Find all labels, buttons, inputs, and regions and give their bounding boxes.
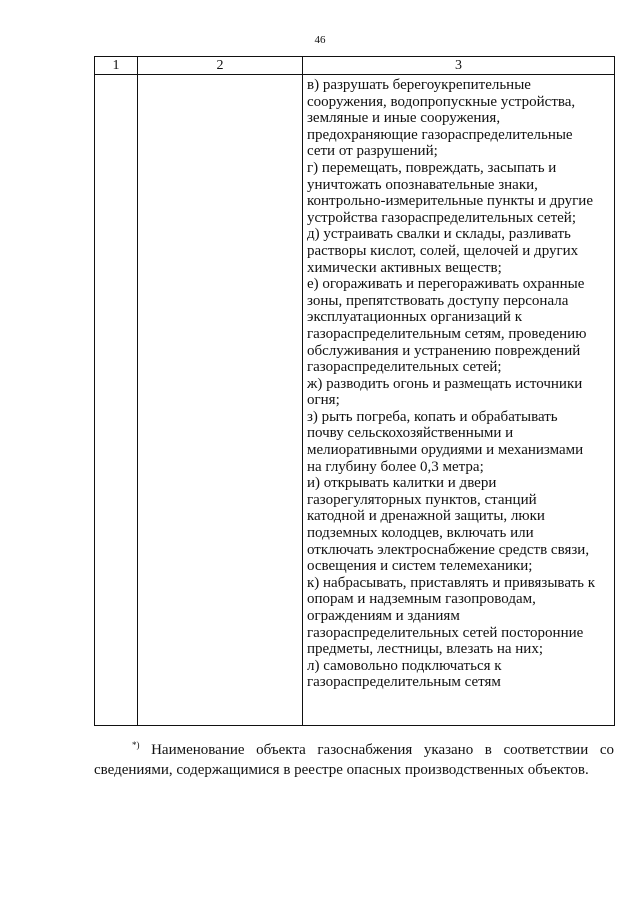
text-line: г) перемещать, повреждать, засыпать и (307, 159, 557, 176)
header-col-3: 3 (303, 57, 615, 75)
text-line: эксплуатационных организаций к (307, 309, 522, 326)
text-line: газораспределительным сетям, проведению (307, 325, 587, 342)
text-line: подземных колодцев, включать или (307, 525, 534, 542)
text-line: опорам и надземным газопроводам, (307, 591, 536, 608)
text-line: ж) разводить огонь и размещать источники (307, 375, 583, 392)
text-line: земляные и иные сооружения, (307, 110, 501, 127)
text-line: катодной и дренажной защиты, люки (307, 508, 545, 525)
text-line: освещения и систем телемеханики; (307, 558, 533, 575)
text-line: газорегуляторных пунктов, станций (307, 491, 537, 508)
text-line: з) рыть погреба, копать и обрабатывать (307, 408, 558, 425)
text-line: почву сельскохозяйственными и (307, 425, 514, 442)
text-line: растворы кислот, солей, щелочей и других (307, 242, 579, 259)
text-line: предохраняющие газораспределительные (307, 126, 573, 143)
table-row (95, 75, 615, 726)
text-line: газораспределительным сетям (307, 674, 501, 691)
text-line: газораспределительных сетей; (307, 359, 502, 376)
text-line: ограждениям и зданиям (307, 608, 460, 624)
cell-col-2 (138, 75, 303, 726)
footnote-line-1: Наименование объекта газоснабжения указано в соответствии со (151, 742, 614, 758)
cell-col-3 (303, 75, 615, 726)
text-line: на глубину более 0,3 метра; (307, 458, 484, 475)
text-line: контрольно-измерительные пункты и другие (307, 193, 593, 210)
requirements-table (94, 56, 615, 726)
header-col-1: 1 (95, 57, 138, 75)
text-line: е) огораживать и перегораживать охранные (307, 276, 585, 293)
text-line: газораспределительных сетей посторонние (307, 624, 584, 641)
table-header-row (95, 57, 615, 75)
text-line: уничтожать опознавательные знаки, (307, 176, 538, 193)
text-line: предметы, лестницы, влезать на них; (307, 641, 544, 658)
text-line: устройства газораспределительных сетей; (307, 209, 576, 226)
cell-col-1 (95, 75, 138, 726)
text-line: химически активных веществ; (307, 259, 502, 276)
page-number: 46 (314, 34, 326, 46)
text-line: отключать электроснабжение средств связи, (307, 541, 590, 558)
text-line: к) набрасывать, приставлять и привязывать к (307, 574, 596, 591)
text-line: л) самовольно подключаться к (307, 657, 502, 674)
footnote (94, 740, 614, 780)
text-line: мелиоративными орудиями и механизмами (307, 442, 584, 459)
text-line: сети от разрушений; (307, 143, 438, 160)
text-line: в) разрушать берегоукрепительные (307, 77, 531, 93)
footnote-mark: *) (132, 740, 140, 750)
footnote-line-2: сведениями, содержащимися в реестре опасных производственных объектов. (94, 762, 589, 778)
header-col-2: 2 (138, 57, 303, 75)
text-line: и) открывать калитки и двери (307, 475, 497, 492)
text-line: огня; (307, 392, 340, 409)
text-line: сооружения, водопропускные устройства, (307, 93, 576, 110)
text-line: обслуживания и устранению повреждений (307, 342, 581, 359)
text-line: зоны, препятствовать доступу персонала (307, 292, 569, 309)
text-line: д) устраивать свалки и склады, разливать (307, 226, 571, 243)
